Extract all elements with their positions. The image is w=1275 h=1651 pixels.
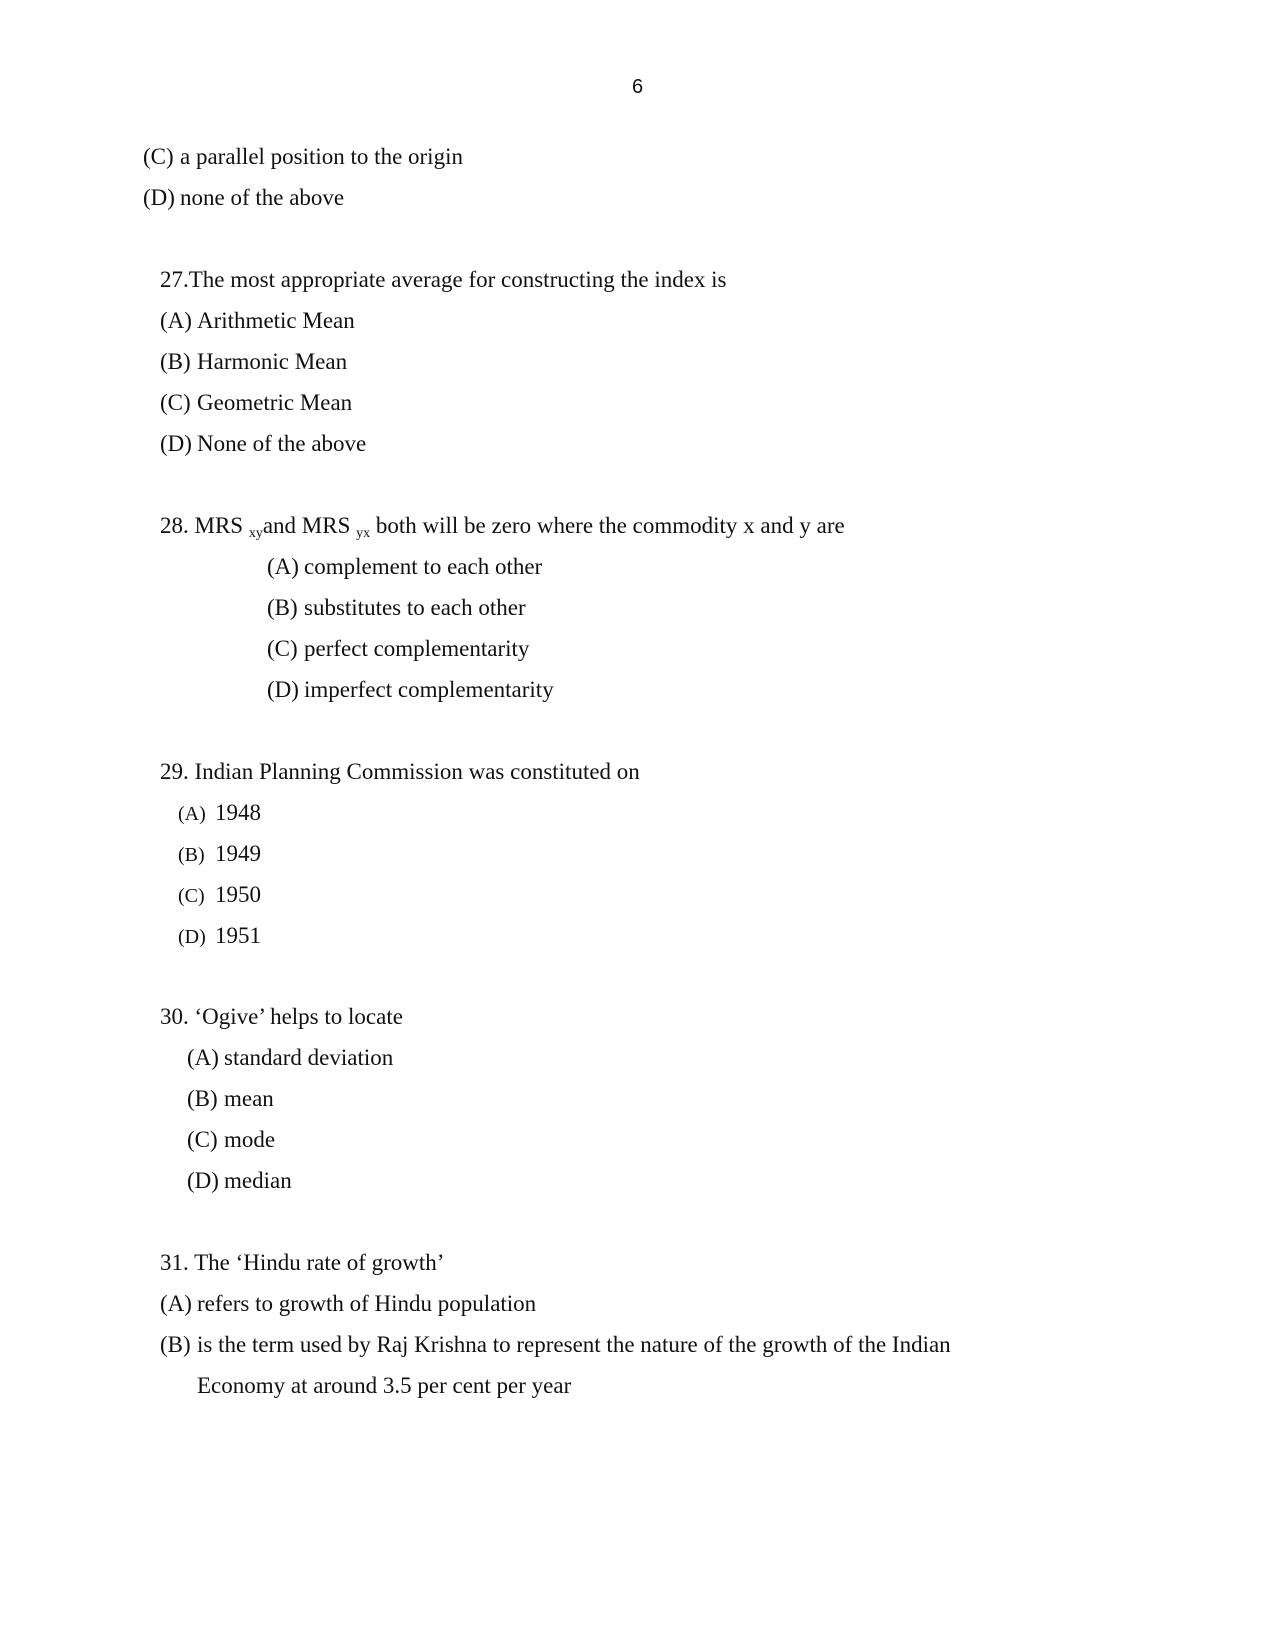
option-label: (A) <box>187 1045 219 1070</box>
q31-question: 31. The ‘Hindu rate of growth’ <box>160 1250 445 1275</box>
option-label: (C) <box>143 144 174 169</box>
q30-question: 30. ‘Ogive’ helps to locate <box>160 1004 403 1029</box>
q31-option-a <box>160 1290 536 1318</box>
option-label: (D) <box>267 677 299 702</box>
option-text: None of the above <box>197 431 367 456</box>
q28-suffix: both will be zero where the commodity x and y are <box>375 513 845 538</box>
option-text: Harmonic Mean <box>197 349 348 374</box>
option-text: 1949 <box>215 841 261 866</box>
option-label: (B) <box>187 1086 218 1111</box>
option-text: substitutes to each other <box>304 595 526 620</box>
q29-option-c <box>178 881 261 910</box>
q29-question: 29. Indian Planning Commission was constituted on <box>160 759 640 784</box>
q30-option-a <box>187 1044 393 1072</box>
q28-subscript-yx: yx <box>356 526 371 541</box>
option-text: refers to growth of Hindu population <box>197 1291 537 1316</box>
q30-option-b <box>187 1085 274 1113</box>
option-label: (B) <box>267 595 298 620</box>
q29-option-b <box>178 840 261 869</box>
option-text: complement to each other <box>304 554 543 579</box>
option-label: (A) <box>160 308 192 333</box>
q31-option-b-continuation: Economy at around 3.5 per cent per year <box>197 1373 572 1398</box>
option-label: (C) <box>160 390 191 415</box>
q30-option-c <box>187 1126 275 1154</box>
option-label: (D) <box>160 431 192 456</box>
option-text: 1951 <box>215 923 261 948</box>
option-label: (C) <box>187 1127 218 1152</box>
page-number: 6 <box>631 76 644 98</box>
q26-option-c <box>143 143 463 171</box>
q27-question: 27.The most appropriate average for constructing the index is <box>160 267 727 292</box>
q28-option-a <box>267 553 542 581</box>
option-text: standard deviation <box>224 1045 394 1070</box>
q31-option-b <box>160 1331 951 1359</box>
option-text: perfect complementarity <box>304 636 530 661</box>
q29-option-a <box>178 799 261 828</box>
q27-option-b <box>160 348 347 376</box>
option-label: (A) <box>160 1291 192 1316</box>
q26-option-d <box>143 184 344 212</box>
option-label: (C) <box>267 636 298 661</box>
option-text: 1948 <box>215 800 261 825</box>
option-label: (B) <box>160 1332 191 1357</box>
q28-prefix: 28. MRS <box>160 513 244 538</box>
option-label: (A) <box>178 803 206 825</box>
option-label: (D) <box>187 1168 219 1193</box>
option-text: none of the above <box>180 185 345 210</box>
option-label: (C) <box>178 885 205 907</box>
option-text: mode <box>224 1127 276 1152</box>
option-text: imperfect complementarity <box>304 677 554 702</box>
q28-subscript-xy: xy <box>248 526 263 541</box>
option-label: (D) <box>143 185 175 210</box>
q28-option-d <box>267 676 554 704</box>
option-text: mean <box>224 1086 274 1111</box>
q28-mid: and MRS <box>262 513 351 538</box>
q28-question <box>160 512 845 548</box>
option-text: is the term used by Raj Krishna to represent the nature of the growth of the Indian <box>197 1332 951 1357</box>
option-label: (D) <box>178 926 206 948</box>
q28-option-b <box>267 594 526 622</box>
option-label: (A) <box>267 554 299 579</box>
option-text: median <box>224 1168 292 1193</box>
option-label: (B) <box>178 844 205 866</box>
option-text: 1950 <box>215 882 261 907</box>
q27-option-a <box>160 307 355 335</box>
option-text: Arithmetic Mean <box>197 308 355 333</box>
q27-option-d <box>160 430 366 458</box>
option-label: (B) <box>160 349 191 374</box>
q27-option-c <box>160 389 352 417</box>
q30-option-d <box>187 1167 292 1195</box>
option-text: Geometric Mean <box>197 390 353 415</box>
option-text: a parallel position to the origin <box>180 144 463 169</box>
q29-option-d <box>178 922 261 951</box>
q28-option-c <box>267 635 529 663</box>
